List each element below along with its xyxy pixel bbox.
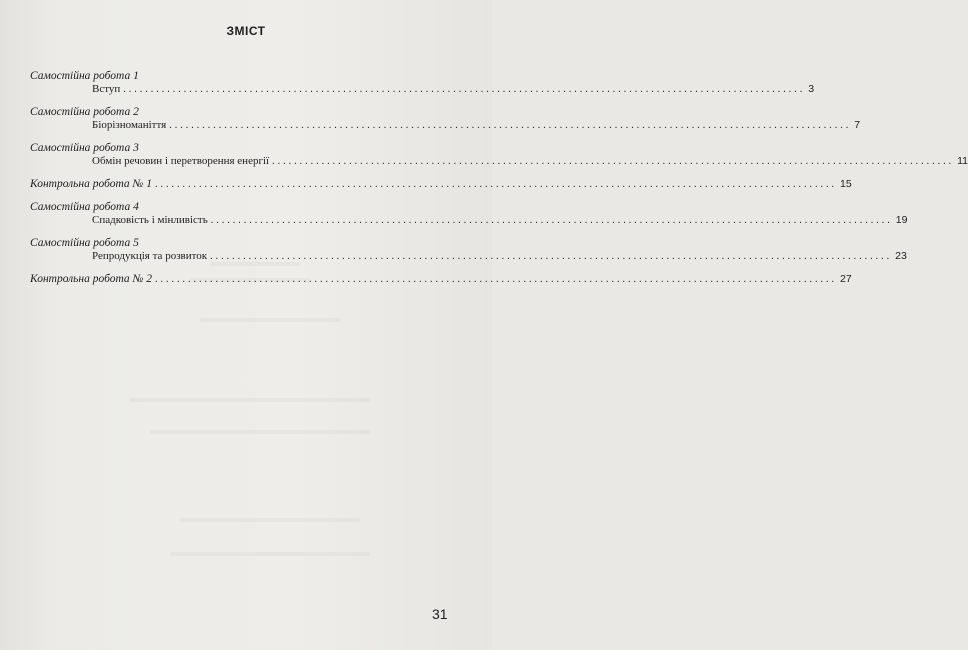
toc-item-6 bbox=[30, 237, 907, 263]
toc-entry-title: Спадковість і мінливість bbox=[92, 214, 208, 226]
toc-section-heading: Самостійна робота 5 bbox=[30, 237, 139, 249]
toc-item-3 bbox=[30, 142, 968, 168]
page-title: ЗМІСТ bbox=[226, 24, 266, 38]
toc-entry[interactable] bbox=[30, 250, 907, 263]
toc-section-heading: Контрольна робота № 1 bbox=[30, 178, 153, 190]
toc-entry[interactable] bbox=[30, 178, 852, 191]
toc-page-number: 23 bbox=[895, 250, 907, 262]
toc-item-5 bbox=[30, 201, 908, 227]
show-through-mark bbox=[200, 318, 340, 322]
toc-item-7 bbox=[30, 273, 852, 286]
toc-entry[interactable] bbox=[30, 273, 852, 286]
dot-leader: ............................................................................................................................ bbox=[210, 251, 893, 262]
dot-leader: ............................................................................................................................ bbox=[123, 84, 806, 95]
page-number: 31 bbox=[432, 606, 448, 622]
toc-section-heading: Самостійна робота 2 bbox=[30, 106, 139, 118]
toc-entry-title: Вступ bbox=[92, 83, 121, 95]
toc-item-2 bbox=[30, 106, 861, 132]
toc-entry[interactable] bbox=[30, 214, 908, 227]
toc-page-number: 3 bbox=[808, 83, 815, 95]
toc-entry-title: Репродукція та розвиток bbox=[92, 250, 208, 262]
toc-page-number: 19 bbox=[895, 214, 908, 226]
show-through-mark bbox=[150, 430, 370, 434]
dot-leader: ............................................................................................................................ bbox=[169, 120, 852, 131]
toc-item-1 bbox=[30, 70, 815, 96]
toc-page-number: 27 bbox=[840, 273, 852, 285]
toc-entry[interactable] bbox=[30, 83, 815, 96]
show-through-mark bbox=[170, 552, 370, 556]
toc-page-number: 11 bbox=[957, 155, 968, 167]
toc-section-heading: Самостійна робота 1 bbox=[30, 70, 139, 82]
toc-entry-title: Біорізноманіття bbox=[92, 119, 167, 131]
toc-section-heading: Самостійна робота 4 bbox=[30, 201, 139, 213]
toc-entry-title: Обмін речовин і перетворення енергії bbox=[92, 155, 270, 167]
toc-entry[interactable] bbox=[30, 119, 861, 132]
toc-section-heading: Контрольна робота № 2 bbox=[30, 273, 153, 285]
dot-leader: ............................................................................................................................ bbox=[155, 179, 838, 190]
toc-page-number: 7 bbox=[854, 119, 861, 131]
dot-leader: ............................................................................................................................ bbox=[155, 274, 838, 285]
toc-entry[interactable] bbox=[30, 155, 968, 168]
dot-leader: ............................................................................................................................ bbox=[272, 156, 955, 167]
dot-leader: ............................................................................................................................ bbox=[210, 215, 893, 226]
show-through-mark bbox=[130, 398, 370, 402]
show-through-mark bbox=[180, 518, 360, 522]
toc-section-heading: Самостійна робота 3 bbox=[30, 142, 139, 154]
toc-item-4 bbox=[30, 178, 852, 191]
toc-page-number: 15 bbox=[840, 178, 852, 190]
table-of-contents bbox=[30, 70, 968, 286]
